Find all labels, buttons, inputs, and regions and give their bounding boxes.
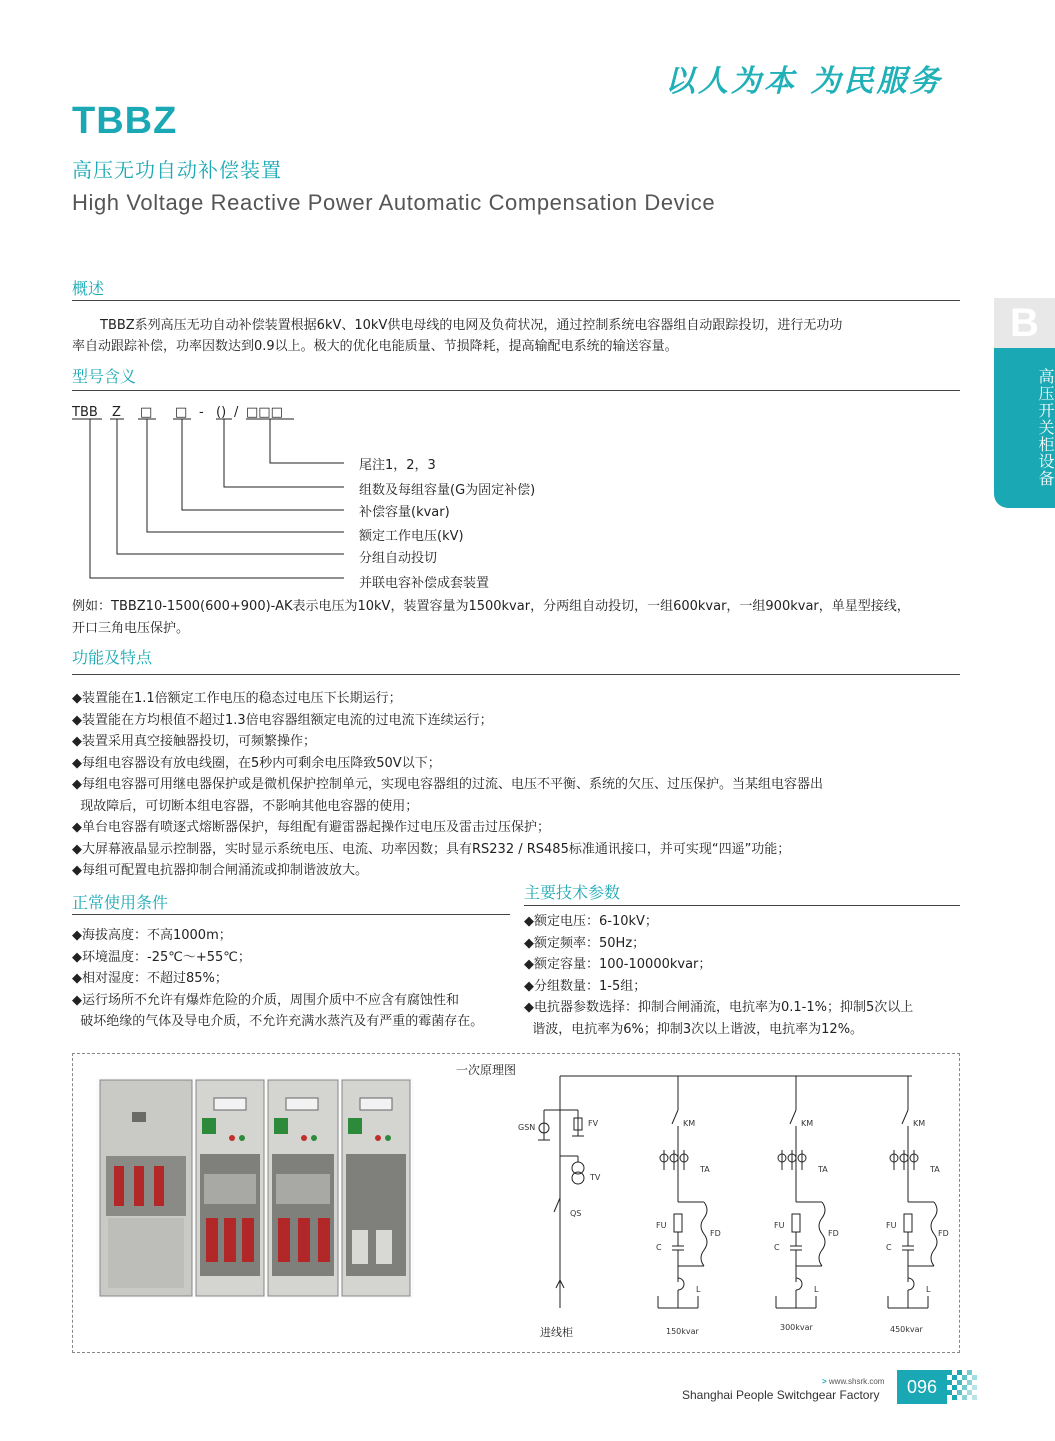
list-item: 现故障后，可切断本组电容器，不影响其他电容器的使用； [72,798,419,814]
example-line-1: 例如：TBBZ10-1500(600+900)-AK表示电压为10kV，装置容量为1500kvar，分两组自动投切，一组600kvar，一组900kvar，单星型接线， [72,599,910,614]
list-item: ◆大屏幕液晶显示控制器，实时显示系统电压、电流、功率因数；具有RS232 / RS485标准通讯接口，并可实现“四遥”功能； [72,841,791,857]
label-l: L [926,1285,931,1294]
conditions-heading: 正常使用条件 [72,893,169,912]
code-part: - [199,405,204,420]
code-part: () [216,405,227,420]
page-title: TBBZ [72,100,178,142]
divider [72,300,960,301]
code-label: 额定工作电压(kV) [359,529,464,544]
label-qs: QS [570,1209,582,1218]
features-heading: 功能及特点 [72,648,153,667]
list-item: ◆运行场所不允许有爆炸危险的介质，周围介质中不应含有腐蚀性和 [72,992,459,1008]
slogan: 以人为本 为民服务 [665,64,943,99]
list-item: ◆环境温度：-25℃～+55℃； [72,949,251,965]
label-c: C [656,1243,662,1252]
label-c: C [886,1243,892,1252]
specs-heading: 主要技术参数 [524,883,621,902]
divider [72,914,510,915]
overview-line-1: TBBZ系列高压无功自动补偿装置根据6kV、10kV供电母线的电网及负荷状况，通过控制系统电容器组自动跟踪投切，进行无功功 [100,318,843,333]
side-tab [994,348,1055,508]
label-ta: TA [930,1165,940,1174]
overview-heading: 概述 [72,279,105,298]
list-item: ◆相对湿度：不超过85%； [72,971,228,986]
label-km: KM [801,1119,814,1128]
label-fu: FU [774,1221,785,1230]
code-label: 并联电容补偿成套装置 [359,576,490,591]
list-item: 破坏绝缘的气体及导电介质，不允许充满水蒸汽及有严重的霉菌存在。 [72,1014,484,1029]
list-item: ◆额定频率：50Hz； [524,935,646,951]
features-list [72,688,960,882]
arrow-icon: > [822,1377,827,1386]
model-meaning-heading: 型号含义 [72,367,137,386]
cabinet-photo [96,1078,414,1298]
schematic-title: 一次原理图 [456,1063,517,1077]
code-label: 组数及每组容量(G为固定补偿) [359,483,536,498]
list-item: ◆每组电容器设有放电线圈，在5秒内可剩余电压降致50V以下； [72,755,441,771]
code-part: □□□ [246,405,283,420]
footer-company: Shanghai People Switchgear Factory [682,1388,880,1402]
schematic-diagram [500,1070,960,1350]
label-fu: FU [886,1221,897,1230]
list-item: ◆装置能在方均根值不超过1.3倍电容器组额定电流的过电流下连续运行； [72,712,493,728]
list-item: ◆海拔高度：不高1000m； [72,928,232,943]
branch-capacity: 150kvar [666,1327,699,1336]
label-tv: TV [590,1173,601,1182]
example-line-2: 开口三角电压保护。 [72,621,190,636]
specs-list [524,911,960,1040]
title-chinese: 高压无功自动补偿装置 [72,158,282,182]
section-letter: B [994,298,1055,348]
label-fd: FD [828,1229,839,1238]
label-fv: FV [588,1119,599,1128]
title-english: High Voltage Reactive Power Automatic Compensation Device [72,190,716,215]
label-km: KM [683,1119,696,1128]
code-label: 分组自动投切 [359,551,438,566]
code-part: / [234,405,239,420]
code-label: 尾注1，2，3 [359,458,436,473]
code-part: TBB [72,405,98,420]
list-item: ◆每组电容器可用继电器保护或是微机保护控制单元，实现电容器组的过流、电压不平衡、系统的欠压、过压保护。当某组电容器出 [72,777,823,792]
conditions-list [72,925,512,1033]
list-item: ◆分组数量：1-5组； [524,978,647,994]
label-gsn: GSN [518,1123,536,1132]
divider [72,390,960,391]
model-code-diagram [72,402,592,592]
label-fd: FD [938,1229,949,1238]
label-km: KM [913,1119,926,1128]
code-part: Z [112,405,121,420]
branch-capacity: 450kvar [890,1325,923,1334]
label-c: C [774,1243,780,1252]
label-ta: TA [818,1165,828,1174]
list-item: ◆电抗器参数选择：抑制合闸涌流，电抗率为0.1-1%；抑制5次以上 [524,1000,914,1015]
code-label: 补偿容量(kvar) [359,505,450,520]
list-item: ◆额定容量：100-10000kvar； [524,957,712,972]
divider [524,905,960,906]
label-l: L [814,1285,819,1294]
divider [72,674,960,675]
incoming-label: 进线柜 [540,1326,573,1339]
label-fd: FD [710,1229,721,1238]
code-part: □ [175,405,188,420]
list-item: 谐波，电抗率为6%；抑制3次以上谐波，电抗率为12%。 [524,1021,864,1037]
branch-capacity: 300kvar [780,1323,813,1332]
list-item: ◆装置采用真空接触器投切，可频繁操作； [72,734,316,749]
list-item: ◆每组可配置电抗器抑制合闸涌流或抑制谐波放大。 [72,863,368,878]
page-number: 096 [897,1370,947,1404]
label-fu: FU [656,1221,667,1230]
label-ta: TA [700,1165,710,1174]
footer-url-text: www.shsrk.com [828,1377,885,1386]
list-item: ◆装置能在1.1倍额定工作电压的稳态过电压下长期运行； [72,691,402,706]
code-part: □ [140,405,153,420]
checker-pattern-icon [947,1370,979,1404]
side-tab-label: 高压开关柜设备 [1036,368,1055,487]
label-l: L [696,1285,701,1294]
list-item: ◆单台电容器有喷逐式熔断器保护，每组配有避雷器起操作过电压及雷击过压保护； [72,820,550,835]
footer-url [822,1377,884,1386]
list-item: ◆额定电压：6-10kV； [524,914,658,929]
overview-line-2: 率自动跟踪补偿，功率因数达到0.9以上。极大的优化电能质量、节损降耗，提高输配电系统的输送容量。 [72,339,678,354]
